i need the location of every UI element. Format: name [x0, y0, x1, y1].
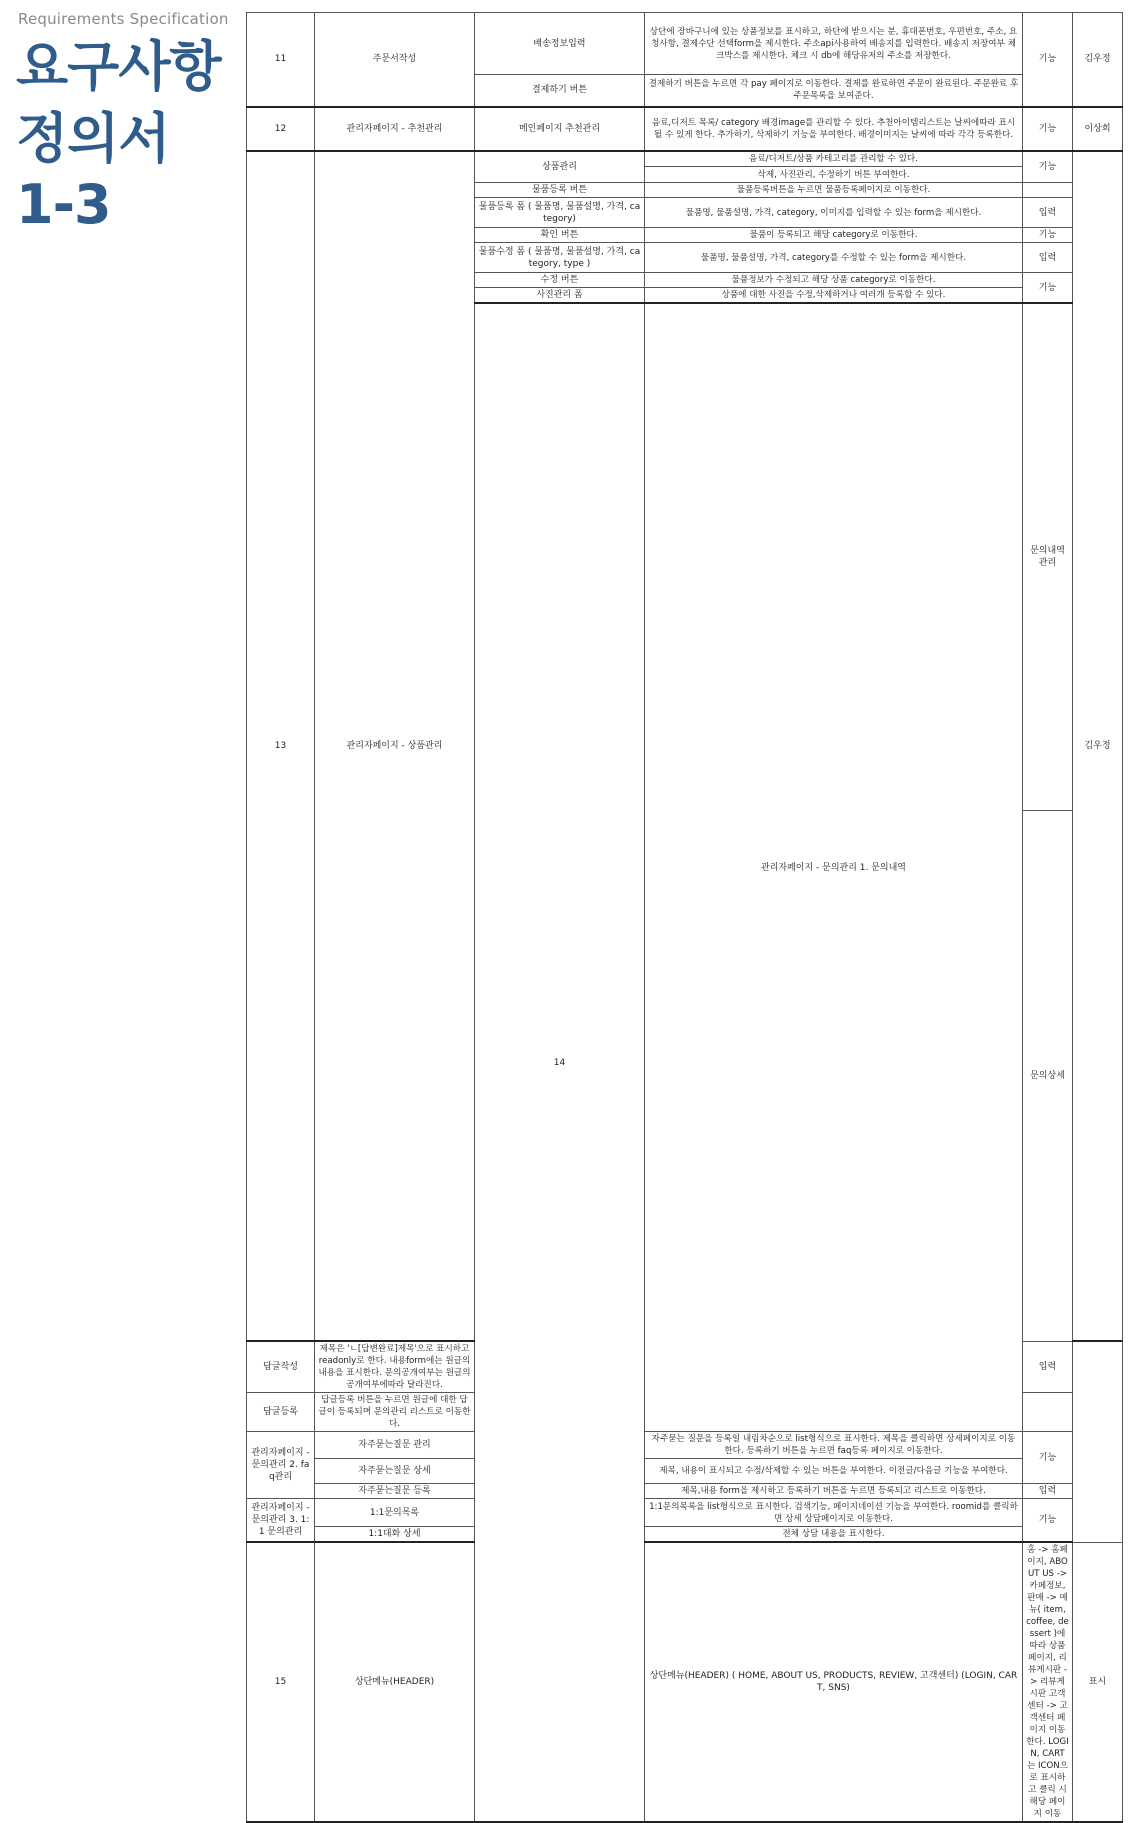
feature-cell: 물품수정 폼 ( 물품명, 물품설명, 가격, category, type ) [475, 243, 645, 273]
feature-cell: 1:1문의목록 [315, 1499, 475, 1527]
desc-cell: 답글등록 버튼을 누르면 원글에 대한 답글이 등록되며 문의관리 리스트로 이동한다. [315, 1393, 475, 1432]
feature-cell: 답글등록 [247, 1393, 315, 1432]
feature-cell: 결제하기 버튼 [475, 75, 645, 107]
desc-cell: 전체 상담 내용을 표시한다. [645, 1527, 1023, 1543]
section-kicker: Requirements Specification [18, 10, 229, 28]
page-title-line-2: 정의서 [16, 107, 170, 170]
req-no: 11 [247, 13, 315, 107]
menu-cell: 주문서작성 [315, 13, 475, 107]
menu-cell: 관리자페이지 - 문의관리 3. 1:1 문의관리 [247, 1499, 315, 1543]
desc-cell: 자주묻는 질문을 등록일 내림차순으로 list형식으로 표시한다. 제목을 클릭하면 상세페이지로 이동한다. 등록하기 버튼을 누르면 faq등록 페이지로 이동한다. [645, 1432, 1023, 1459]
type-cell: 기능 [1023, 228, 1073, 243]
type-cell: 기능 [1023, 13, 1073, 107]
title-panel [0, 0, 245, 641]
feature-cell: 메인페이지 추천관리 [475, 107, 645, 151]
type-cell: 기능 [1023, 273, 1073, 304]
type-cell: 기능 [1023, 151, 1073, 183]
desc-cell: 삭제, 사진관리, 수정하기 버튼 부여한다. [645, 167, 1023, 183]
type-cell: 표시 [1073, 1542, 1123, 1822]
desc-cell: 홈 -> 홈페이지, ABOUT US -> 카페정보, 판매 -> 메뉴( item, coffee, dessert )에 따라 상품페이지, 리뷰게시판 -> 리뷰게시판 고객센터 -> 고객센터 페이지 이동한다. LOGIN, CART 는 ICON으로 표시하고 클릭 시 해당 페이지 이동 [1023, 1542, 1073, 1822]
req-no: 15 [247, 1542, 315, 1822]
owner-cell: 김우정 [1073, 13, 1123, 107]
table-row [247, 1432, 1123, 1459]
owner-cell: 김우정 [1073, 151, 1123, 1342]
feature-cell: 상단메뉴(HEADER) ( HOME, ABOUT US, PRODUCTS, REVIEW, 고객센터) (LOGIN, CART, SNS) [645, 1542, 1023, 1822]
feature-cell: 자주묻는질문 등록 [315, 1484, 475, 1499]
type-cell: 기능 [1023, 1432, 1073, 1484]
desc-cell: 결제하기 버튼을 누르면 각 pay 페이지로 이동한다. 결제를 완료하면 주문이 완료된다. 주문완료 후 주문목록을 보여준다. [645, 75, 1023, 107]
desc-cell: 1:1문의목록을 list형식으로 표시한다. 검색기능, 페이지네이션 기능을 부여한다. roomid를 클릭하면 상세 상담페이지로 이동한다. [645, 1499, 1023, 1527]
table-row [247, 107, 1123, 151]
type-cell [1023, 1393, 1073, 1432]
feature-cell: 사진관리 폼 [475, 288, 645, 304]
feature-cell: 답글작성 [247, 1341, 315, 1393]
feature-cell: 상품관리 [475, 151, 645, 183]
desc-cell: 상품에 대한 사진을 수정,삭제하거나 여러개 등록할 수 있다. [645, 288, 1023, 304]
desc-cell: 물품이 등록되고 해당 category로 이동한다. [645, 228, 1023, 243]
feature-cell: 자주묻는질문 관리 [315, 1432, 475, 1459]
type-cell: 입력 [1023, 1341, 1073, 1393]
desc-cell: 제목은 'ㄴ[답변완료]제목'으로 표시하고 readonly로 한다. 내용form에는 원글의 내용을 표시한다. 문의공개여부는 원글의 공개여부에따라 달라진다. [315, 1341, 475, 1393]
owner-cell: 이상희 [1073, 107, 1123, 151]
feature-cell: 수정 버튼 [475, 273, 645, 288]
req-no: 14 [475, 303, 645, 1822]
desc-cell: 제목,내용 form을 제시하고 등록하기 버튼을 누르면 등록되고 리스트로 이동한다. [645, 1484, 1023, 1499]
type-cell: 기능 [1023, 107, 1073, 151]
table-row [247, 13, 1123, 75]
feature-cell: 확인 버튼 [475, 228, 645, 243]
feature-cell: 물품등록 폼 ( 물품명, 물품설명, 가격, category) [475, 198, 645, 228]
menu-cell: 관리자페이지 - 문의관리 2. faq관리 [247, 1432, 315, 1499]
table-row [247, 151, 1123, 167]
type-cell: 입력 [1023, 243, 1073, 273]
desc-cell: 물품명, 물품설명, 가격, category를 수정할 수 있는 form을 제시한다. [645, 243, 1023, 273]
feature-cell: 배송정보입력 [475, 13, 645, 75]
desc-cell: 물품명, 물품설명, 가격, category, 이미지를 입력할 수 있는 form을 제시한다. [645, 198, 1023, 228]
feature-cell: 1:1대화 상세 [315, 1527, 475, 1543]
menu-cell: 관리자페이지 - 상품관리 [315, 151, 475, 1342]
page-title-line-1: 요구사항 [16, 35, 221, 98]
desc-cell: 물품등록버튼을 누르면 물품등록페이지로 이동한다. [645, 183, 1023, 198]
table-row [247, 1542, 1123, 1822]
desc-cell: 음료/디저트/상품 카테고리를 관리할 수 있다. [645, 151, 1023, 167]
table-row [247, 1484, 1123, 1499]
type-cell: 입력 [1023, 1484, 1073, 1499]
req-no: 12 [247, 107, 315, 151]
feature-cell: 자주묻는질문 상세 [315, 1459, 475, 1484]
desc-cell: 상단에 장바구니에 있는 상품정보를 표시하고, 하단에 받으시는 분, 휴대폰번호, 우편번호, 주소, 요청사항, 결제수단 선택form을 제시한다. 주소api사용하여 배송지를 입력한다. 배송지 저장여부 체크박스를 제시한다. 체크 시 db에 해당유저의 주소를 저장한다. [645, 13, 1023, 75]
menu-cell: 관리자페이지 - 추천관리 [315, 107, 475, 151]
feature-cell: 문의상세 [1023, 810, 1073, 1341]
table-row [247, 1499, 1123, 1527]
type-cell: 기능 [1023, 1499, 1073, 1543]
feature-cell: 물품등록 버튼 [475, 183, 645, 198]
desc-cell: 제목, 내용이 표시되고 수정/삭제할 수 있는 버튼을 부여한다. 이전글/다음글 기능을 부여한다. [645, 1459, 1023, 1484]
feature-cell: 문의내역 관리 [1023, 303, 1073, 810]
desc-cell: 물품정보가 수정되고 해당 상품 category로 이동한다. [645, 273, 1023, 288]
page-title-line-3: 1-3 [16, 173, 111, 236]
type-cell: 입력 [1023, 198, 1073, 228]
table-row [247, 1527, 1123, 1543]
table-row [247, 1459, 1123, 1484]
desc-cell: 음료,디저트 목록/ category 배경image를 관리할 수 있다. 추천아이템리스트는 날씨에따라 표시될 수 있게 한다. 추가하기, 삭제하기 기능을 부여한다. 배경이미지는 날씨에 따라 각각 등록한다. [645, 107, 1023, 151]
menu-cell: 관리자페이지 - 문의관리 1. 문의내역 [645, 303, 1023, 1432]
menu-cell: 상단메뉴(HEADER) [315, 1542, 475, 1822]
type-cell [1023, 183, 1073, 198]
requirements-table [246, 12, 1123, 1823]
req-no: 13 [247, 151, 315, 1342]
